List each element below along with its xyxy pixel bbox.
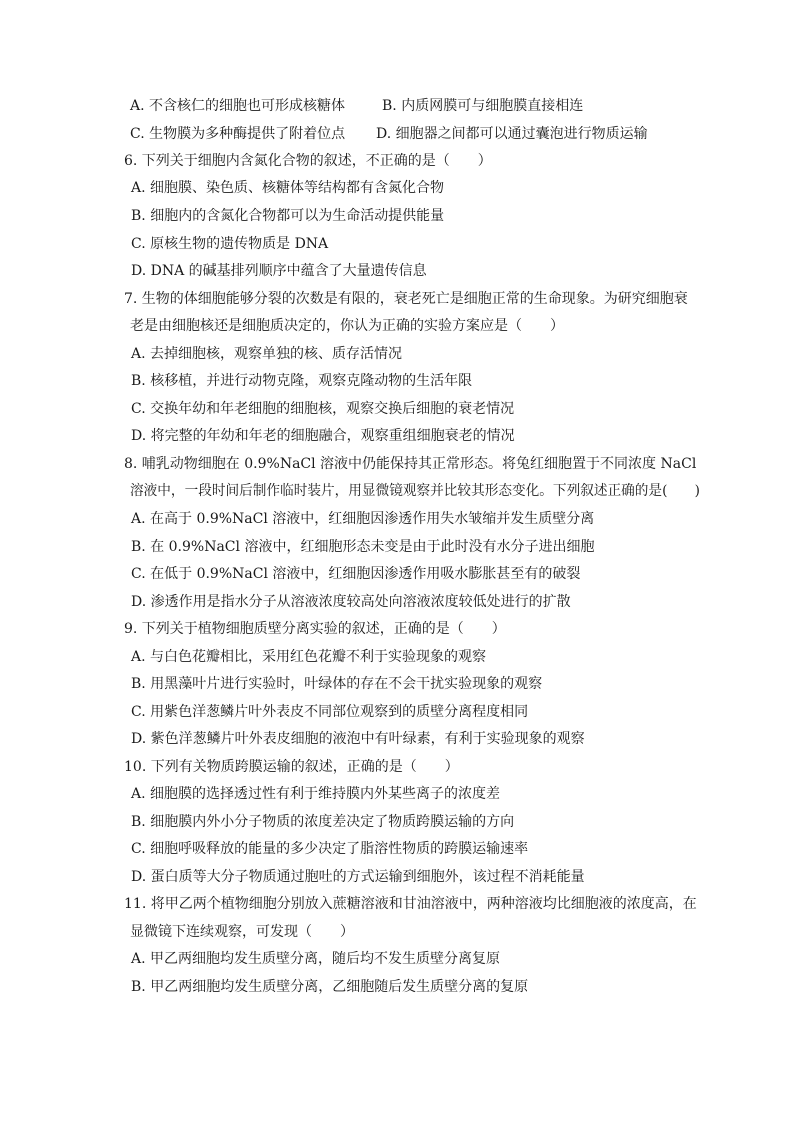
q6-option-c: C. 原核生物的遗传物质是 DNA [131,236,329,252]
q10-stem: 10. 下列有关物质跨膜运输的叙述，正确的是（ ） [124,759,459,775]
q5-option-d: D. 细胞器之间都可以通过囊泡进行物质运输 [376,126,648,142]
q7-stem-line-1: 7. 生物的体细胞能够分裂的次数是有限的，衰老死亡是细胞正常的生命现象。为研究细胞衰 [124,291,688,307]
q7-option-d: D. 将完整的年幼和年老的细胞融合，观察重组细胞衰老的情况 [131,428,515,444]
q6-stem: 6. 下列关于细胞内含氮化合物的叙述，不正确的是（ ） [124,153,492,169]
q8-stem-line-2: 溶液中，一段时间后制作临时装片，用显微镜观察并比较其形态变化。下列叙述正确的是( ) [130,483,701,499]
q9-option-b: B. 用黑藻叶片进行实验时，叶绿体的存在不会干扰实验现象的观察 [131,676,543,692]
q8-stem-line-1: 8. 哺乳动物细胞在 0.9%NaCl 溶液中仍能保持其正常形态。将兔红细胞置于不同浓度 NaCl [124,456,697,472]
q7-option-c: C. 交换年幼和年老细胞的细胞核，观察交换后细胞的衰老情况 [131,401,515,417]
q11-option-a: A. 甲乙两细胞均发生质壁分离，随后均不发生质壁分离复原 [131,951,501,967]
q5-option-b: B. 内质网膜可与细胞膜直接相连 [382,98,584,114]
q10-option-c: C. 细胞呼吸释放的能量的多少决定了脂溶性物质的跨膜运输速率 [131,841,529,857]
q7-option-a: A. 去掉细胞核，观察单独的核、质存活情况 [131,346,403,362]
q11-stem-line-1: 11. 将甲乙两个植物细胞分别放入蔗糖溶液和甘油溶液中，两种溶液均比细胞液的浓度高，在 [124,896,697,912]
q6-option-a: A. 细胞膜、染色质、核糖体等结构都有含氮化合物 [131,180,445,196]
q10-option-d: D. 蛋白质等大分子物质通过胞吐的方式运输到细胞外，该过程不消耗能量 [131,869,585,885]
q8-option-d: D. 渗透作用是指水分子从溶液浓度较高处向溶液浓度较低处进行的扩散 [131,594,571,610]
q8-option-c: C. 在低于 0.9%NaCl 溶液中，红细胞因渗透作用吸水膨胀甚至有的破裂 [131,566,581,582]
q9-option-a: A. 与白色花瓣相比，采用红色花瓣不利于实验现象的观察 [131,649,487,665]
q6-option-b: B. 细胞内的含氮化合物都可以为生命活动提供能量 [131,208,445,224]
q11-stem-line-2: 显微镜下连续观察，可发现（ ） [130,924,354,940]
q8-option-b: B. 在 0.9%NaCl 溶液中，红细胞形态未变是由于此时没有水分子进出细胞 [131,539,595,555]
q7-option-b: B. 核移植，并进行动物克隆，观察克隆动物的生活年限 [131,373,473,389]
q5-option-a: A. 不含核仁的细胞也可形成核糖体 [130,98,346,114]
q9-stem: 9. 下列关于植物细胞质壁分离实验的叙述，正确的是（ ） [124,621,506,637]
q5-option-c: C. 生物膜为多种酶提供了附着位点 [130,126,346,142]
q9-option-c: C. 用紫色洋葱鳞片叶外表皮不同部位观察到的质壁分离程度相同 [131,704,529,720]
q6-option-d: D. DNA 的碱基排列顺序中蕴含了大量遗传信息 [131,263,427,279]
q11-option-b: B. 甲乙两细胞均发生质壁分离，乙细胞随后发生质壁分离的复原 [131,979,529,995]
q10-option-a: A. 细胞膜的选择透过性有利于维持膜内外某些离子的浓度差 [131,786,501,802]
q7-stem-line-2: 老是由细胞核还是细胞质决定的，你认为正确的实验方案应是（ ） [130,318,564,334]
q9-option-d: D. 紫色洋葱鳞片叶外表皮细胞的液泡中有叶绿素，有利于实验现象的观察 [131,731,585,747]
q8-option-a: A. 在高于 0.9%NaCl 溶液中，红细胞因渗透作用失水皱缩并发生质壁分离 [131,511,595,527]
q10-option-b: B. 细胞膜内外小分子物质的浓度差决定了物质跨膜运输的方向 [131,814,515,830]
